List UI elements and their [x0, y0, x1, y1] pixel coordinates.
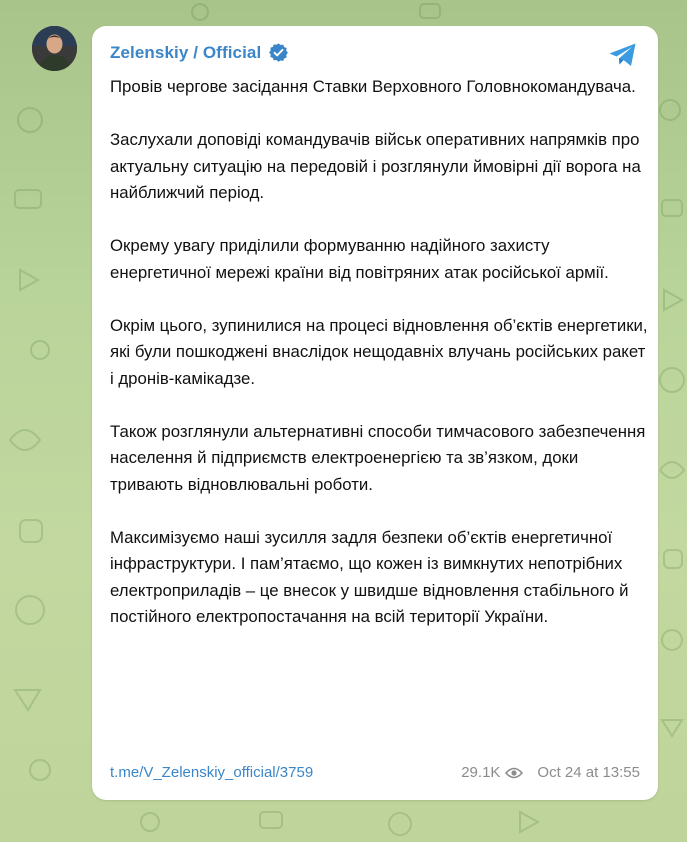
message-text: [110, 74, 650, 631]
avatar-image: [32, 26, 77, 71]
post-link[interactable]: t.me/V_Zelenskiy_official/3759: [110, 763, 314, 781]
eye-icon: [505, 766, 523, 778]
channel-name[interactable]: Zelenskiy / Official: [110, 42, 262, 62]
message-paragraph: Окрім цього, зупинилися на процесі відновлення об’єктів енергетики, які були пошкоджені внаслідок нещодавніх влучань російських ракет і дронів-камікадзе.: [110, 315, 648, 388]
verified-badge-icon: [268, 42, 289, 63]
post-date: Oct 24 at 13:55: [537, 763, 640, 781]
message-meta: [461, 764, 640, 781]
message-paragraph: Окрему увагу приділили формуванню надійного захисту енергетичної мережі країни від повітряних атак російської армії.: [110, 236, 609, 282]
channel-avatar[interactable]: [32, 26, 77, 71]
message-paragraph: Заслухали доповіді командувачів військ оперативних напрямків про актуальну ситуацію на передовій і розглянули ймовірні дії ворога на найближчий період.: [110, 130, 641, 202]
message-paragraph: Провів чергове засідання Ставки Верховного Головнокомандувача.: [110, 77, 636, 96]
message-footer: [110, 761, 640, 783]
views-count: 29.1K: [461, 763, 501, 781]
message-card: [92, 26, 658, 800]
message-paragraph: Максимізуємо наші зусилля задля безпеки об’єктів енергетичної інфраструктури. І пам’ятаємо, що кожен із вимкнутих непотрібних електроприладів – це внесок у швидше відновлення стабільного й постійного електропостачання на всій території України.: [110, 527, 629, 626]
telegram-plane-icon[interactable]: [608, 42, 638, 68]
message-header: [110, 42, 289, 63]
message-paragraph: Також розглянули альтернативні способи тимчасового забезпечення населення й підприємств електроенергією та зв’язком, доки тривають відновлювальні роботи.: [110, 421, 646, 494]
